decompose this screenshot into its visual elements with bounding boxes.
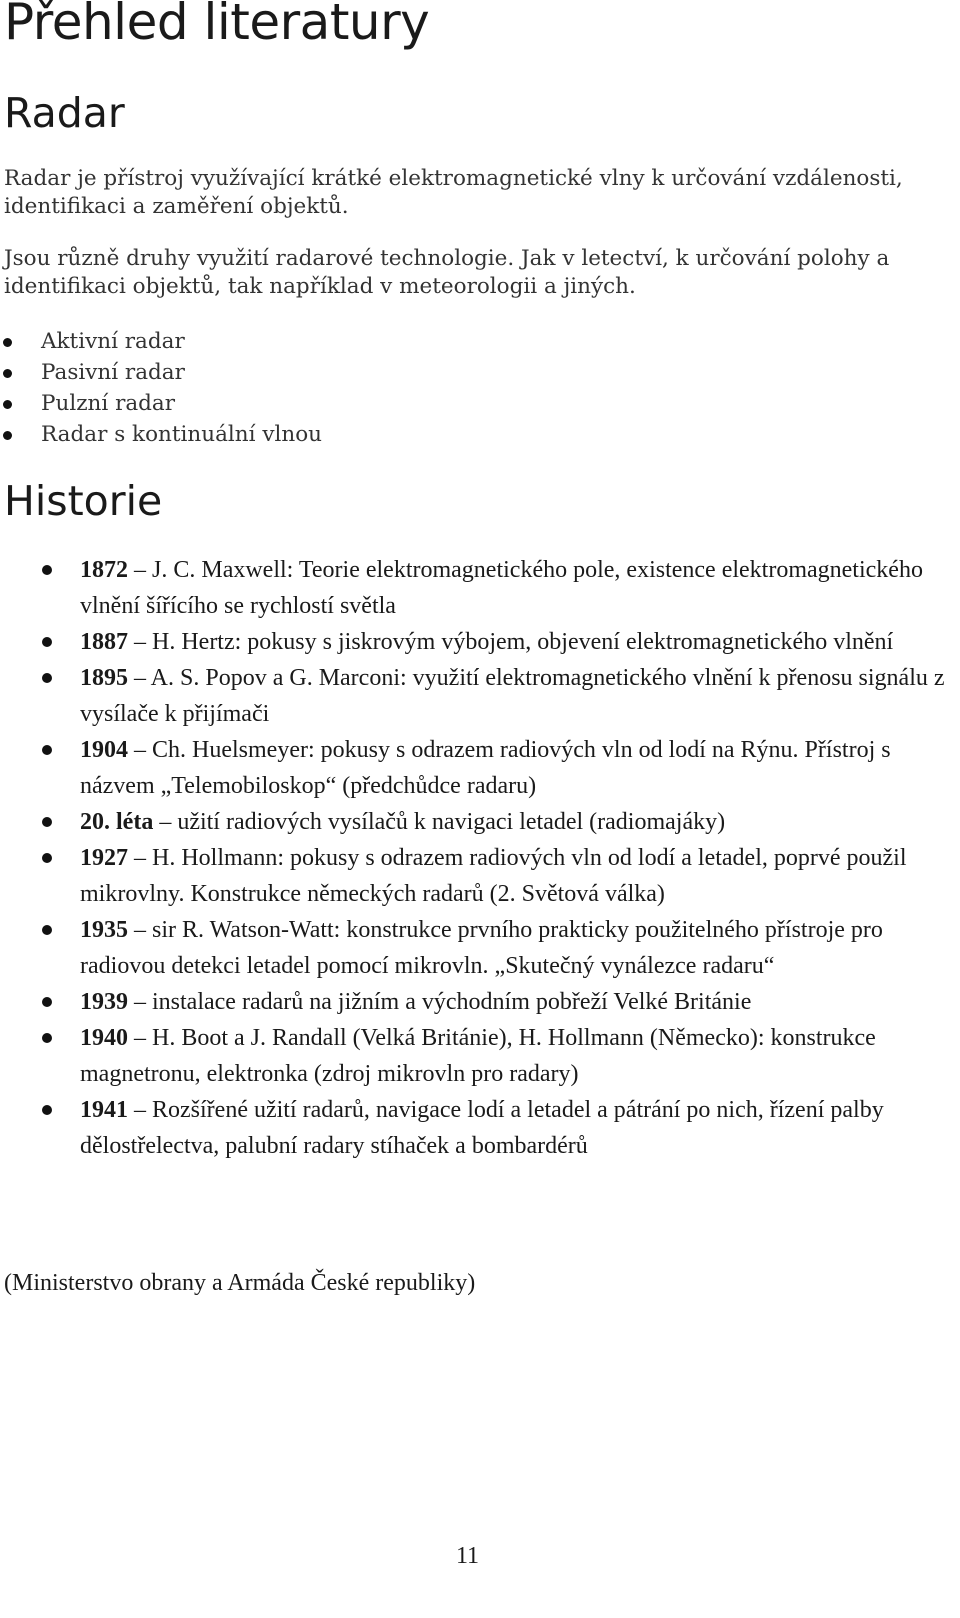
timeline-item [0,840,950,912]
page-number: 11 [455,1543,480,1569]
page-title: Přehled literatury [4,0,430,51]
timeline-item [0,660,950,732]
radar-intro-paragraph: Radar je přístroj využívající krátké elektromagnetické vlny k určování vzdálenosti, identifikaci a zaměření objektů. [4,166,903,219]
timeline-year: 1895 [80,665,128,691]
timeline-item [0,1020,950,1092]
timeline-text: – A. S. Popov a G. Marconi: využití elektromagnetického vlnění k přenosu signálu z vysílače k přijímači [80,665,945,727]
timeline-item [0,1092,950,1164]
timeline-year: 1941 [80,1097,128,1123]
timeline-text: – H. Hertz: pokusy s jiskrovým výbojem, objevení elektromagnetického vlnění [128,629,894,655]
timeline-year: 1904 [80,737,128,763]
timeline-text: – H. Hollmann: pokusy s odrazem radiových vln od lodí a letadel, poprvé použil mikrovlny. Konstrukce německých radarů (2. Světová válka) [80,845,907,907]
section-heading-radar: Radar [4,89,125,137]
timeline-year: 1927 [80,845,128,871]
timeline-text: – Rozšířené užití radarů, navigace lodí a letadel a pátrání po nich, řízení palby dělostřelectva, palubní radary stíhaček a bombardérů [80,1097,884,1159]
timeline-text: – J. C. Maxwell: Teorie elektromagnetického pole, existence elektromagnetického vlnění šířícího se rychlostí světla [80,557,923,619]
timeline-year: 1887 [80,629,128,655]
timeline-item [0,984,950,1020]
list-item-radar-type: Pulzní radar [0,388,322,419]
list-item-radar-type: Pasivní radar [0,357,322,388]
radar-uses-paragraph: Jsou různě druhy využití radarové technologie. Jak v letectví, k určování polohy a identifikaci objektů, tak například v meteorologii a jiných. [4,246,890,299]
timeline-item [0,732,950,804]
list-item-radar-type: Radar s kontinuální vlnou [0,419,322,450]
timeline-year: 1872 [80,557,128,583]
timeline-year: 1939 [80,989,128,1015]
section-heading-historie: Historie [4,477,163,525]
timeline-text: – H. Boot a J. Randall (Velká Británie), H. Hollmann (Německo): konstrukce magnetronu, elektronka (zdroj mikrovln pro radary) [80,1025,876,1087]
timeline-text: – instalace radarů na jižním a východním pobřeží Velké Británie [128,989,752,1015]
timeline-item [0,552,950,624]
radar-types-list [0,326,322,450]
timeline-item [0,912,950,984]
list-item-radar-type: Aktivní radar [0,326,322,357]
source-citation: (Ministerstvo obrany a Armáda České republiky) [4,1270,476,1296]
timeline-text: – sir R. Watson-Watt: konstrukce prvního prakticky použitelného přístroje pro radiovou detekci letadel pomocí mikrovln. „Skutečný vynálezce radaru“ [80,917,883,979]
timeline-text: – užití radiových vysílačů k navigaci letadel (radiomajáky) [153,809,726,835]
timeline-year: 1935 [80,917,128,943]
timeline-year: 20. léta [80,809,154,835]
history-timeline-list [0,552,950,1164]
timeline-text: – Ch. Huelsmeyer: pokusy s odrazem radiových vln od lodí na Rýnu. Přístroj s názvem „Telemobiloskop“ (předchůdce radaru) [80,737,891,799]
timeline-year: 1940 [80,1025,128,1051]
timeline-item [0,624,950,660]
timeline-item [0,804,950,840]
